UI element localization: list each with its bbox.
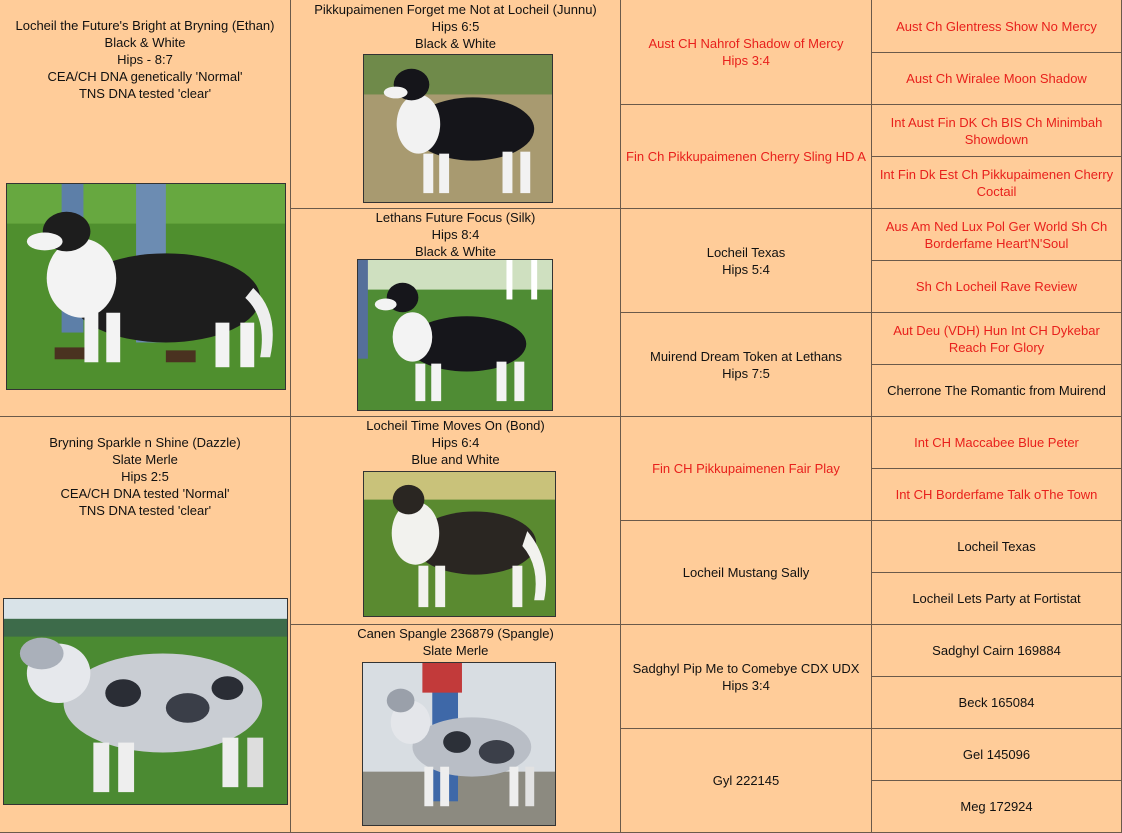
pedigree-cell-gen3 xyxy=(621,0,872,105)
pedigree-cell-gen3 xyxy=(621,521,872,625)
dog-photo-junnu xyxy=(363,54,553,203)
dog-name: Bryning Sparkle n Shine (Dazzle) xyxy=(49,435,241,450)
pedigree-cell-gen3 xyxy=(621,105,872,209)
dog-name: Locheil Time Moves On (Bond) xyxy=(366,418,545,433)
pedigree-cell-gen4 xyxy=(872,157,1122,209)
dog-name: Int CH Maccabee Blue Peter xyxy=(914,435,1079,450)
dog-name: Pikkupaimenen Forget me Not at Locheil (Junnu) xyxy=(314,2,597,17)
dog-name: Gyl 222145 xyxy=(712,773,780,788)
pedigree-cell-gen4 xyxy=(872,0,1122,53)
dog-name: Locheil Mustang Sally xyxy=(682,565,810,580)
dog-card-junnu xyxy=(291,0,621,209)
pedigree-cell-gen3 xyxy=(621,729,872,833)
dog-name: Beck 165084 xyxy=(958,695,1035,710)
dog-photo-silk xyxy=(357,259,553,411)
dog-colour: Black & White xyxy=(415,36,496,51)
dog-name: Int Fin Dk Est Ch Pikkupaimenen Cherry Coctail xyxy=(879,166,1114,199)
dog-card-dazzle xyxy=(0,417,291,833)
dog-photo-spangle xyxy=(362,662,556,826)
dog-name: Meg 172924 xyxy=(960,799,1033,814)
dog-name: Sh Ch Locheil Rave Review xyxy=(915,279,1078,294)
dog-name: Aust Ch Glentress Show No Mercy xyxy=(896,18,1097,34)
dog-name: Int CH Borderfame Talk oThe Town xyxy=(895,487,1098,502)
pedigree-cell-gen4 xyxy=(872,573,1122,625)
pedigree-cell-gen3 xyxy=(621,209,872,313)
dog-health-note: CEA/CH DNA tested 'Normal' xyxy=(60,486,230,501)
dog-hips: Hips - 8:7 xyxy=(117,52,173,67)
dog-card-silk xyxy=(291,209,621,417)
dog-health-note: TNS DNA tested 'clear' xyxy=(78,86,212,101)
dog-name: Lethans Future Focus (Silk) xyxy=(375,210,536,225)
dog-colour: Black & White xyxy=(415,244,496,259)
dog-hips: Hips 7:5 xyxy=(722,365,770,381)
pedigree-cell-gen4 xyxy=(872,105,1122,157)
dog-hips: Hips 6:5 xyxy=(431,19,480,34)
dog-name: Aust Ch Wiralee Moon Shadow xyxy=(906,71,1087,86)
pedigree-cell-gen4 xyxy=(872,313,1122,365)
dog-card-bond xyxy=(291,417,621,625)
pedigree-cell-gen3 xyxy=(621,417,872,521)
dog-name: Locheil Texas xyxy=(706,244,786,260)
dog-name: Aus Am Ned Lux Pol Ger World Sh Ch Borderfame Heart'N'Soul xyxy=(885,218,1108,251)
dog-colour: Black & White xyxy=(104,35,186,50)
pedigree-cell-gen3 xyxy=(621,313,872,417)
dog-hips: Hips 3:4 xyxy=(722,677,770,693)
pedigree-cell-gen4 xyxy=(872,677,1122,729)
dog-card-ethan xyxy=(0,0,291,417)
dog-hips: Hips 5:4 xyxy=(722,261,770,277)
dog-health-note: TNS DNA tested 'clear' xyxy=(78,503,212,518)
dog-photo-bond xyxy=(363,471,556,617)
dog-name: Cherrone The Romantic from Muirend xyxy=(887,383,1106,398)
dog-name: Fin CH Pikkupaimenen Fair Play xyxy=(652,461,840,476)
dog-card-spangle xyxy=(291,625,621,833)
dog-hips: Hips 6:4 xyxy=(431,435,480,450)
dog-name: Gel 145096 xyxy=(962,747,1031,762)
dog-name: Sadghyl Cairn 169884 xyxy=(932,643,1061,658)
pedigree-cell-gen4 xyxy=(872,469,1122,521)
dog-health-note: CEA/CH DNA genetically 'Normal' xyxy=(47,69,243,84)
dog-name: Canen Spangle 236879 (Spangle) xyxy=(357,626,554,641)
dog-name: Aut Deu (VDH) Hun Int CH Dykebar Reach For Glory xyxy=(893,322,1100,355)
dog-name: Int Aust Fin DK Ch BIS Ch Minimbah Showdown xyxy=(890,114,1103,147)
pedigree-cell-gen4 xyxy=(872,261,1122,313)
pedigree-cell-gen4 xyxy=(872,625,1122,677)
pedigree-cell-gen4 xyxy=(872,521,1122,573)
dog-photo-dazzle xyxy=(3,598,288,805)
dog-colour: Slate Merle xyxy=(422,643,489,658)
pedigree-cell-gen4 xyxy=(872,209,1122,261)
dog-hips: Hips 8:4 xyxy=(431,227,480,242)
dog-name: Sadghyl Pip Me to Comebye CDX UDX xyxy=(632,660,860,676)
dog-hips: Hips 2:5 xyxy=(121,469,169,484)
dog-photo-ethan xyxy=(6,183,286,390)
dog-name: Muirend Dream Token at Lethans xyxy=(650,348,842,364)
pedigree-cell-gen4 xyxy=(872,729,1122,781)
dog-colour: Blue and White xyxy=(411,452,500,467)
dog-name: Locheil Lets Party at Fortistat xyxy=(912,591,1081,606)
dog-name: Fin Ch Pikkupaimenen Cherry Sling HD A xyxy=(626,149,866,164)
pedigree-cell-gen4 xyxy=(872,417,1122,469)
pedigree-cell-gen3 xyxy=(621,625,872,729)
dog-name: Aust CH Nahrof Shadow of Mercy xyxy=(648,36,844,51)
dog-colour: Slate Merle xyxy=(112,452,178,467)
dog-hips: Hips 3:4 xyxy=(722,53,770,68)
pedigree-cell-gen4 xyxy=(872,53,1122,105)
dog-name: Locheil Texas xyxy=(957,539,1036,554)
pedigree-cell-gen4 xyxy=(872,781,1122,833)
pedigree-cell-gen4 xyxy=(872,365,1122,417)
dog-name: Locheil the Future's Bright at Bryning (Ethan) xyxy=(15,18,275,33)
